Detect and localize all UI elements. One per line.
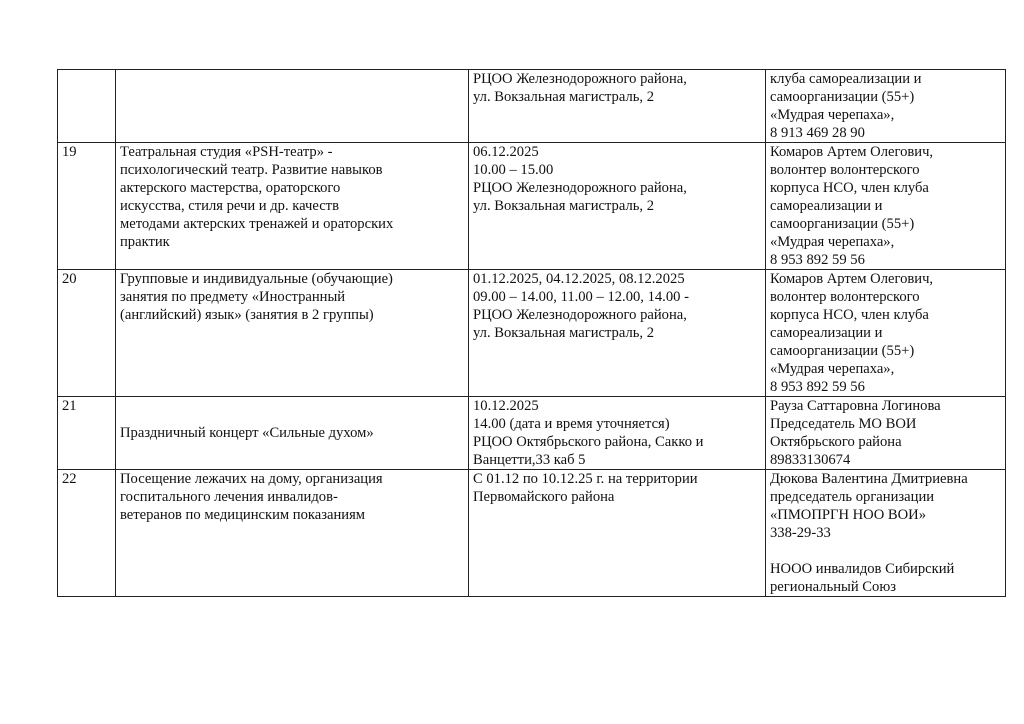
date-place-cell: С 01.12 по 10.12.25 г. на территории Первомайского района [469,470,766,597]
date-place-cell: РЦОО Железнодорожного района, ул. Вокзальная магистраль, 2 [469,70,766,143]
responsible-cell: Комаров Артем Олегович, волонтер волонтерского корпуса НСО, член клуба самореализации и самоорганизации (55+) «Мудрая черепаха», 8 953 892 59 56 [766,143,1006,270]
row-number-cell: 22 [58,470,116,597]
row-number-cell: 21 [58,397,116,470]
table-row [58,270,1006,397]
date-place-cell: 01.12.2025, 04.12.2025, 08.12.2025 09.00 – 14.00, 11.00 – 12.00, 14.00 - РЦОО Железнодорожного района, ул. Вокзальная магистраль, 2 [469,270,766,397]
row-number-cell: 20 [58,270,116,397]
responsible-cell: Комаров Артем Олегович, волонтер волонтерского корпуса НСО, член клуба самореализации и самоорганизации (55+) «Мудрая черепаха», 8 953 892 59 56 [766,270,1006,397]
table-row [58,143,1006,270]
activity-cell: Праздничный концерт «Сильные духом» [116,397,469,470]
responsible-cell: Рауза Саттаровна Логинова Председатель МО ВОИ Октябрьского района 89833130674 [766,397,1006,470]
activity-cell: Групповые и индивидуальные (обучающие) занятия по предмету «Иностранный (английский) язык» (занятия в 2 группы) [116,270,469,397]
row-number-cell [58,70,116,143]
activity-cell: Посещение лежачих на дому, организация госпитального лечения инвалидов- ветеранов по медицинским показаниям [116,470,469,597]
table-row [58,397,1006,470]
table-row [58,470,1006,597]
date-place-cell: 10.12.2025 14.00 (дата и время уточняется) РЦОО Октябрьского района, Сакко и Ванцетти,33 каб 5 [469,397,766,470]
table-row [58,70,1006,143]
activity-cell [116,70,469,143]
schedule-table [57,69,1006,597]
responsible-cell: Дюкова Валентина Дмитриевна председатель организации «ПМОПРГН НОО ВОИ» 338-29-33 НООО инвалидов Сибирский региональный Союз [766,470,1006,597]
date-place-cell: 06.12.2025 10.00 – 15.00 РЦОО Железнодорожного района, ул. Вокзальная магистраль, 2 [469,143,766,270]
activity-cell: Театральная студия «PSH-театр» - психологический театр. Развитие навыков актерского мастерства, ораторского искусства, стиля речи и др. качеств методами актерских тренажей и ораторских практик [116,143,469,270]
responsible-cell: клуба самореализации и самоорганизации (55+) «Мудрая черепаха», 8 913 469 28 90 [766,70,1006,143]
row-number-cell: 19 [58,143,116,270]
